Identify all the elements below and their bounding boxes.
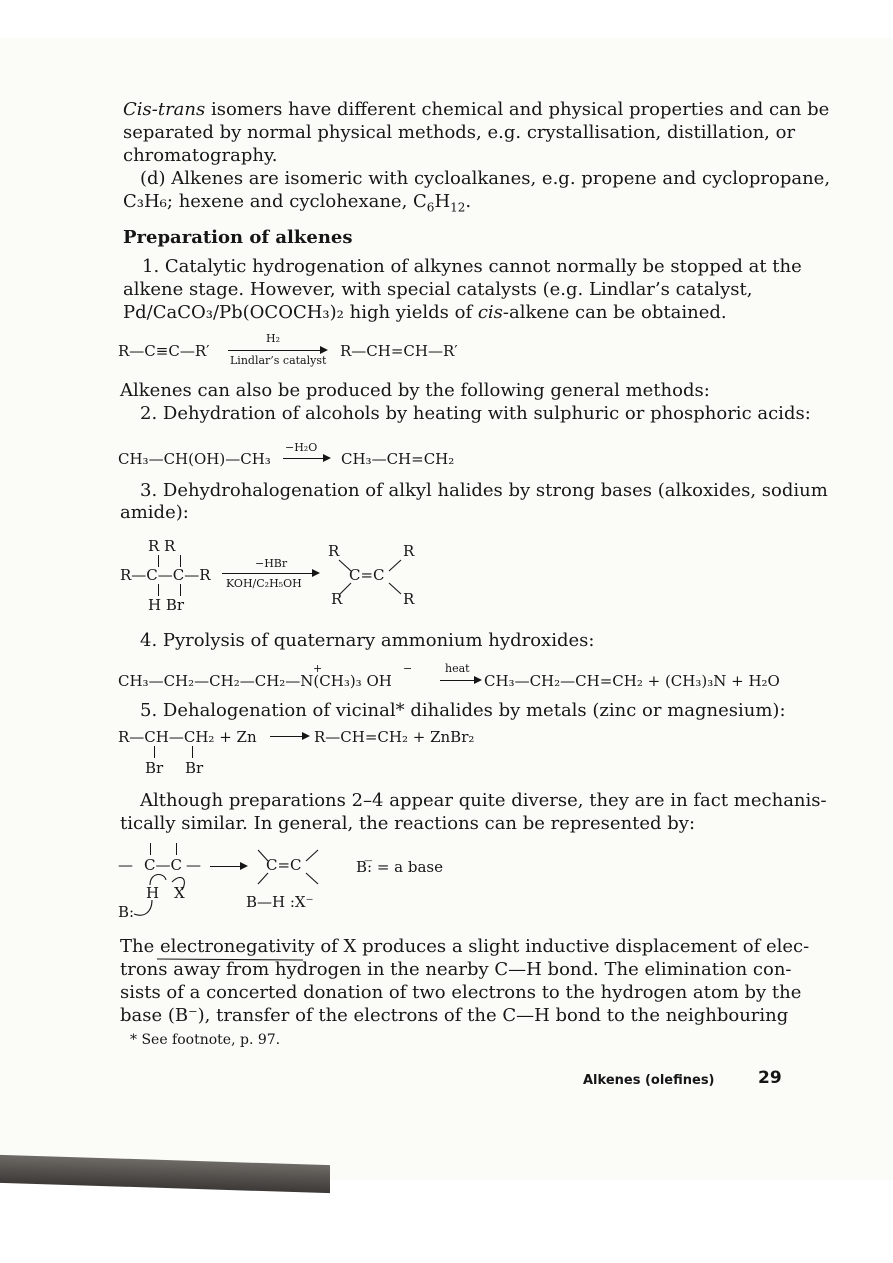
eq3-eliminated: −HBr [255, 557, 288, 570]
mech-bond-ur [306, 850, 318, 861]
eq4-positive-charge: + [313, 662, 323, 675]
mech-base-note: B:̅ = a base [356, 858, 444, 876]
eq2-right: CH₃—CH=CH₂ [341, 450, 455, 468]
method-4-title: 4. Pyrolysis of quaternary ammonium hydroxides: [140, 630, 595, 651]
method-2-title: 2. Dehydration of alcohols by heating with sulphuric or phosphoric acids: [140, 403, 811, 424]
eq4-left: CH₃—CH₂—CH₂—CH₂—N(CH₃)₃ OH [118, 672, 392, 690]
eq1-catalyst: Lindlar’s catalyst [230, 354, 327, 367]
eq5-bromine-1: Br [145, 759, 164, 777]
isomer-period: . [465, 191, 472, 212]
method-5-title: 5. Dehalogenation of vicinal* dihalides by metals (zinc or magnesium): [140, 700, 786, 721]
eq4-negative-charge: − [403, 662, 413, 675]
eq1-reactant: R—C≡C—R′ [118, 342, 210, 360]
running-head: Alkenes (olefines) [583, 1073, 715, 1088]
isomer-sub-a: 6 [426, 200, 435, 215]
final-line-3: sists of a concerted donation of two electrons to the hydrogen atom by the [120, 982, 802, 1003]
method-1-tail: -alkene can be obtained. [502, 302, 727, 323]
eq1-reagent: H₂ [266, 332, 281, 345]
cis-trans-term: Cis-trans [123, 99, 206, 120]
intro-line-2: separated by normal physical methods, e.g. crystallisation, distillation, or [123, 122, 796, 143]
eq3-top-substituents: R R [148, 537, 176, 555]
eq3-backbone: R—C—C—R [120, 566, 211, 584]
footnote: * See footnote, p. 97. [130, 1032, 281, 1048]
mech-leaving-group: X [174, 884, 185, 902]
eq3-product-r3: R [331, 590, 343, 608]
eq3-base-reagent: KOH/C₂H₅OH [226, 577, 302, 590]
final-line-1: The electronegativity of X produces a slight inductive displacement of elec- [120, 936, 810, 957]
cis-term: cis [477, 302, 503, 323]
eq3-bond-lr [389, 583, 401, 594]
catalyst-formula: Pd/CaCO₃/Pb(OCOCH₃)₂ high yields of [123, 302, 478, 323]
summary-line-1: Although preparations 2–4 appear quite diverse, they are in fact mechanis- [140, 790, 827, 811]
isomer-text-b: H [434, 191, 451, 212]
page-number: 29 [758, 1068, 782, 1088]
eq3-bond-ul [339, 560, 351, 571]
mech-curved-arrow-1 [150, 875, 166, 885]
final-line-2: trons away from hydrogen in the nearby C—H bond. The elimination con- [120, 959, 792, 980]
eq3-product-r2: R [403, 542, 415, 560]
mech-base: B: [118, 903, 135, 921]
mech-curved-arrow-2 [172, 877, 184, 890]
mech-carbons: C—C [144, 856, 182, 874]
eq1-product: R—CH=CH—R′ [340, 342, 458, 360]
eq3-product-r4: R [403, 590, 415, 608]
summary-line-2: tically similar. In general, the reactions can be represented by: [120, 813, 696, 834]
mech-hydrogen: H [146, 884, 160, 902]
intro-line-1-text: isomers have different chemical and physical properties and can be [205, 99, 830, 120]
mech-bond-ll [258, 873, 268, 884]
eq3-bond-ll [340, 583, 351, 594]
eq4-condition: heat [445, 662, 470, 675]
mech-bond-lr [306, 873, 318, 884]
final-line-4: base (B⁻), transfer of the electrons of the C—H bond to the neighbouring [120, 1005, 789, 1026]
eq5-bromine-2: Br [185, 759, 204, 777]
eq3-product-r1: R [328, 542, 340, 560]
mech-alkene: C=C [266, 856, 302, 874]
eq3-bond-ur [389, 560, 401, 571]
method-1-line-1: 1. Catalytic hydrogenation of alkynes cannot normally be stopped at the [142, 256, 802, 277]
isomer-line-1: (d) Alkenes are isomeric with cycloalkanes, e.g. propene and cyclopropane, [140, 168, 831, 189]
general-intro: Alkenes can also be produced by the following general methods: [120, 380, 710, 401]
eq2-condition: −H₂O [285, 441, 318, 454]
eq5-right: R—CH=CH₂ + ZnBr₂ [314, 728, 475, 746]
isomer-sub-b: 12 [450, 200, 466, 215]
method-3-line-1: 3. Dehydrohalogenation of alkyl halides by strong bases (alkoxides, sodium [140, 480, 828, 501]
intro-line-3: chromatography. [123, 145, 278, 166]
eq3-product-double-bond: C=C [349, 566, 385, 584]
eq2-left: CH₃—CH(OH)—CH₃ [118, 450, 271, 468]
mech-curved-arrow-3 [134, 900, 152, 915]
mech-bond-ul [258, 850, 268, 861]
eq3-bottom-substituents: H Br [148, 596, 185, 614]
method-1-line-2: alkene stage. However, with special catalysts (e.g. Lindlar’s catalyst, [123, 279, 753, 300]
eq5-left: R—CH—CH₂ + Zn [118, 728, 257, 746]
mech-products: B—H :X⁻ [246, 893, 314, 911]
isomer-text-a: C₃H₆; hexene and cyclohexane, C [123, 191, 427, 212]
mech-dash-right: — [186, 856, 201, 874]
section-heading: Preparation of alkenes [123, 227, 353, 248]
mech-dash-left: — [118, 856, 133, 874]
eq4-right: CH₃—CH₂—CH=CH₂ + (CH₃)₃N + H₂O [484, 672, 780, 690]
method-3-line-2: amide): [120, 502, 189, 523]
